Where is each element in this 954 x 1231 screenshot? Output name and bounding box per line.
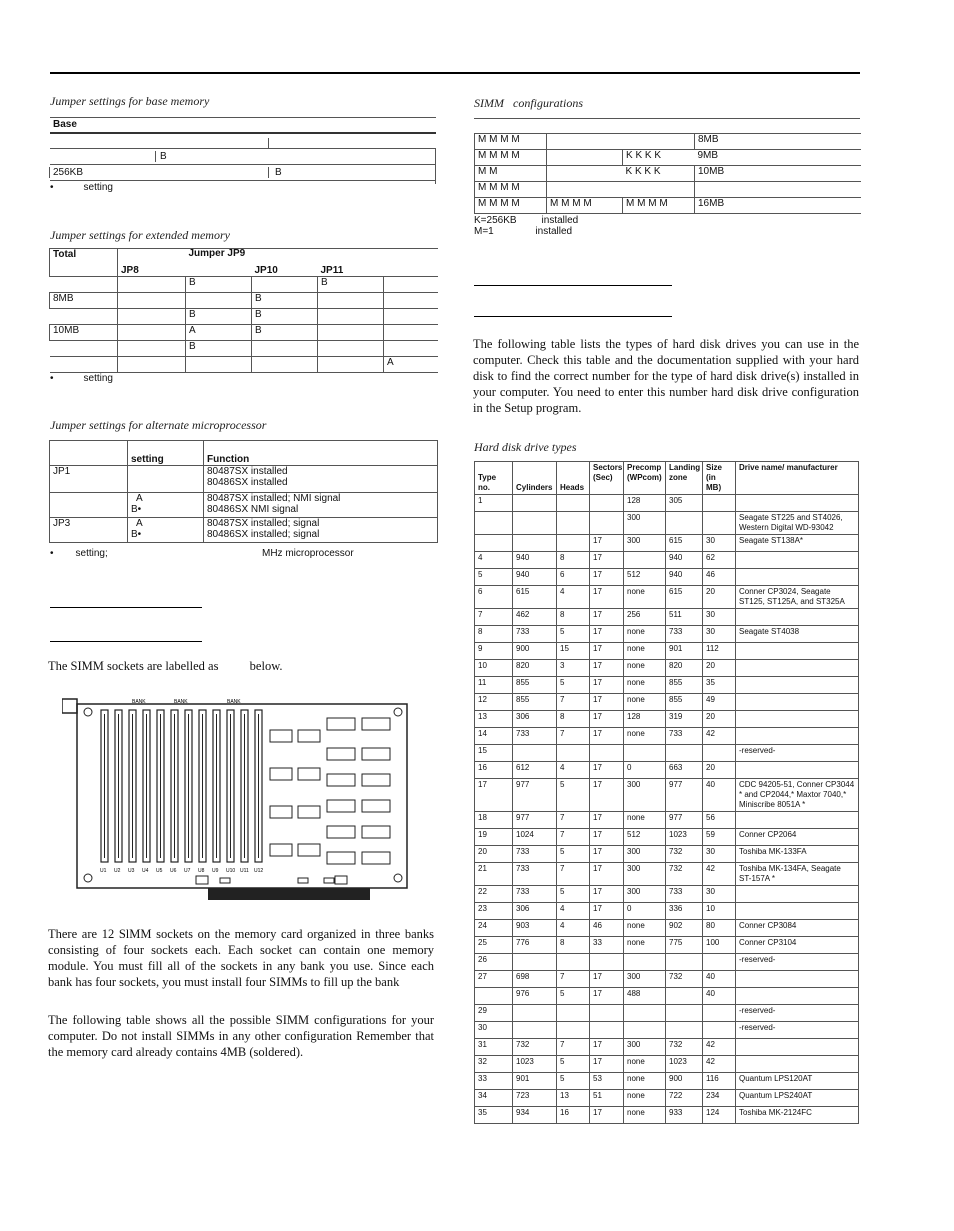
section-rule-4 bbox=[474, 316, 672, 317]
hard-disk-types-table bbox=[474, 461, 859, 1124]
hd-row: 9 900 15 17 none 901 112 bbox=[475, 643, 859, 660]
chip bbox=[270, 806, 292, 818]
chip bbox=[362, 718, 390, 730]
chip bbox=[327, 718, 355, 730]
extended-memory-table bbox=[49, 248, 438, 373]
simm-row: M M M M bbox=[475, 182, 861, 198]
section-rule-3 bbox=[474, 285, 672, 286]
simm-intro: The SIMM sockets are labelled as below. bbox=[48, 659, 283, 673]
hd-row: 33 901 5 53 none 900 116 Quantum LPS120AT bbox=[475, 1073, 859, 1090]
ext-h-jp10: JP10 bbox=[252, 249, 318, 277]
hd-row: 10 820 3 17 none 820 20 bbox=[475, 660, 859, 677]
ext-h-jp9: Jumper JP9 bbox=[186, 249, 252, 277]
bank-label: BANK bbox=[174, 699, 188, 705]
hd-row: 30 -reserved- bbox=[475, 1022, 859, 1039]
base-rule-2 bbox=[50, 164, 436, 165]
alt-row: A B• 80487SX installed; NMI signal 80486SX NMI signal bbox=[50, 493, 438, 518]
simm-socket-label: U6 bbox=[170, 868, 177, 874]
edge-connector bbox=[208, 888, 370, 900]
ext-row: B B bbox=[50, 277, 438, 293]
hd-row: 31 732 7 17 300 732 42 bbox=[475, 1039, 859, 1056]
simm-socket-label: U9 bbox=[212, 868, 219, 874]
simm-socket-label: U2 bbox=[114, 868, 121, 874]
chip bbox=[362, 774, 390, 786]
ext-row: 10MB A B bbox=[50, 325, 438, 341]
hd-row: 13 306 8 17 128 319 20 bbox=[475, 711, 859, 728]
base-memory-caption: Jumper settings for base memory bbox=[50, 94, 210, 108]
mount-hole bbox=[84, 874, 92, 882]
hd-h-drive: Drive name/ manufacturer bbox=[736, 462, 859, 495]
alt-header-row bbox=[50, 441, 438, 466]
hd-row: 1 128 305 bbox=[475, 495, 859, 512]
hd-row: 14 733 7 17 none 733 42 bbox=[475, 728, 859, 745]
simm-socket-label: U12 bbox=[254, 868, 264, 874]
hd-row: 17 300 615 30 Seagate ST138A* bbox=[475, 535, 859, 552]
hd-row: 6 615 4 17 none 615 20 Conner CP3024, Seagate ST125, ST125A, and ST325A bbox=[475, 586, 859, 609]
hd-row: 5 940 6 17 512 940 46 bbox=[475, 569, 859, 586]
hd-row: 29 -reserved- bbox=[475, 1005, 859, 1022]
ext-row: B B bbox=[50, 309, 438, 325]
ext-note-mark: • bbox=[50, 373, 54, 384]
board-bracket bbox=[62, 699, 77, 713]
simm-socket-label: U8 bbox=[198, 868, 205, 874]
simm-legend-m: M=1 installed bbox=[474, 226, 573, 237]
hd-h-landing: Landing zone bbox=[666, 462, 703, 495]
simm-socket-label: U5 bbox=[156, 868, 163, 874]
hd-row: 32 1023 5 17 none 1023 42 bbox=[475, 1056, 859, 1073]
ext-h-jp8: JP8 bbox=[118, 249, 186, 277]
hd-row: 16 612 4 17 0 663 20 bbox=[475, 762, 859, 779]
bank-label: BANK bbox=[227, 699, 241, 705]
small-part bbox=[324, 878, 334, 883]
base-rule-1 bbox=[50, 148, 436, 149]
chip bbox=[327, 852, 355, 864]
chip bbox=[362, 748, 390, 760]
alt-note: setting; bbox=[75, 548, 108, 559]
simm-row: M M M M K K K K 9MB bbox=[475, 150, 861, 166]
hd-row: 35 934 16 17 none 933 124 Toshiba MK-2124FC bbox=[475, 1107, 859, 1124]
section-rule-2 bbox=[50, 641, 202, 642]
chip bbox=[270, 768, 292, 780]
chip bbox=[270, 844, 292, 856]
chip bbox=[327, 774, 355, 786]
base-row2-cell: B bbox=[155, 151, 167, 162]
chip bbox=[298, 844, 320, 856]
chip bbox=[327, 800, 355, 812]
hd-row: 27 698 7 17 300 732 40 bbox=[475, 971, 859, 988]
hd-caption: Hard disk drive types bbox=[474, 440, 577, 454]
chip bbox=[270, 730, 292, 742]
top-rule bbox=[50, 72, 860, 74]
chip bbox=[362, 826, 390, 838]
hd-row: 300 Seagate ST225 and ST4026, Western Digital WD-93042 bbox=[475, 512, 859, 535]
alt-note-tail: MHz microprocessor bbox=[262, 548, 354, 559]
hd-row: 26 -reserved- bbox=[475, 954, 859, 971]
bank-label: BANK bbox=[132, 699, 146, 705]
chip bbox=[298, 806, 320, 818]
hd-h-type: Type no. bbox=[475, 462, 513, 495]
chip bbox=[298, 768, 320, 780]
board-outline bbox=[77, 704, 407, 888]
small-part bbox=[196, 876, 208, 884]
alt-micro-caption: Jumper settings for alternate microprocessor bbox=[50, 418, 267, 432]
hd-row: 23 306 4 17 0 336 10 bbox=[475, 903, 859, 920]
hd-row: 24 903 4 46 none 902 80 Conner CP3084 bbox=[475, 920, 859, 937]
chip bbox=[298, 730, 320, 742]
base-header-rule bbox=[50, 132, 436, 134]
chip bbox=[327, 748, 355, 760]
hd-row: 4 940 8 17 940 62 bbox=[475, 552, 859, 569]
small-part bbox=[220, 878, 230, 883]
base-table-rule bbox=[50, 117, 436, 118]
hd-row: 15 -reserved- bbox=[475, 745, 859, 762]
hd-row: 19 1024 7 17 512 1023 59 Conner CP2064 bbox=[475, 829, 859, 846]
base-rule-3 bbox=[50, 180, 436, 181]
base-tick bbox=[268, 138, 269, 148]
simm-sockets bbox=[100, 710, 263, 874]
simm-socket-label: U7 bbox=[184, 868, 191, 874]
hd-row: 20 733 5 17 300 732 30 Toshiba MK-133FA bbox=[475, 846, 859, 863]
small-part bbox=[298, 878, 308, 883]
ext-h-total: Total bbox=[50, 249, 118, 277]
mount-hole bbox=[394, 708, 402, 716]
simm-caption: SIMM configurations bbox=[474, 96, 583, 110]
simm-socket-label: U10 bbox=[226, 868, 236, 874]
base-row3-size: 256KB bbox=[49, 167, 83, 178]
simm-socket-label: U11 bbox=[240, 868, 249, 874]
ext-note: setting bbox=[83, 373, 113, 384]
alt-row: JP3 A B• 80487SX installed; signal 80486SX installed; signal bbox=[50, 518, 438, 543]
base-right-edge bbox=[435, 148, 436, 184]
hd-row: 11 855 5 17 none 855 35 bbox=[475, 677, 859, 694]
base-note: setting bbox=[83, 182, 113, 193]
alt-note-mark: • bbox=[50, 548, 54, 559]
hd-h-size: Size (in MB) bbox=[703, 462, 736, 495]
simm-row: M M K K K K 10MB bbox=[475, 166, 861, 182]
hd-row: 22 733 5 17 300 733 30 bbox=[475, 886, 859, 903]
ext-h-jp11: JP11 bbox=[318, 249, 384, 277]
hd-intro: The following table lists the types of hard disk drives you can use in the computer. Check this table and the documentation supplied with your hard disk to find the correct number for the type of hard disk drive(s) installed in your computer. You need to enter this number hard disk drive configuration in the Setup program. bbox=[473, 337, 859, 415]
hd-h-sectors: Sectors (Sec) bbox=[590, 462, 624, 495]
simm-paragraph-1: There are 12 SlMM sockets on the memory card organized in three banks consisting of four sockets each. Each socket can contain one memory module. You must fill all of the sockets in any bank you use. Since each bank has four sockets, you must install four SIMMs to fill up the bank bbox=[48, 927, 434, 989]
hd-row: 12 855 7 17 none 855 49 bbox=[475, 694, 859, 711]
base-note-mark: • bbox=[50, 182, 54, 193]
hd-h-precomp: Precomp (WPcom) bbox=[624, 462, 666, 495]
simm-socket-label: U1 bbox=[100, 868, 107, 874]
hd-row: 25 776 8 33 none 775 100 Conner CP3104 bbox=[475, 937, 859, 954]
simm-row: M M M M 8MB bbox=[475, 134, 861, 150]
chip bbox=[362, 800, 390, 812]
section-rule-1 bbox=[50, 607, 202, 608]
hd-row: 976 5 17 488 40 bbox=[475, 988, 859, 1005]
hd-row: 8 733 5 17 none 733 30 Seagate ST4038 bbox=[475, 626, 859, 643]
simm-socket-label: U3 bbox=[128, 868, 135, 874]
alt-micro-table bbox=[49, 440, 438, 543]
hd-h-cylinders: Cylinders bbox=[513, 462, 557, 495]
simm-paragraph-2: The following table shows all the possible SIMM configurations for your computer. Do not install SIMMs in any other configuration Remember that the memory card already contains 4MB (soldered). bbox=[48, 1013, 434, 1059]
chip bbox=[327, 826, 355, 838]
alt-row: JP1 80487SX installed 80486SX installed bbox=[50, 466, 438, 493]
mount-hole bbox=[84, 708, 92, 716]
small-part bbox=[335, 876, 347, 884]
alt-h-function: Function bbox=[204, 441, 438, 466]
chip bbox=[362, 852, 390, 864]
ext-row: A bbox=[50, 357, 438, 373]
hd-row: 17 977 5 17 300 977 40 CDC 94205-51, Conner CP3044 * and CP2044,* Maxtor 7040,* Miniscribe 8051A * bbox=[475, 779, 859, 812]
hd-row: 34 723 13 51 none 722 234 Quantum LPS240AT bbox=[475, 1090, 859, 1107]
hd-row: 21 733 7 17 300 732 42 Toshiba MK-134FA, Seagate ST-157A * bbox=[475, 863, 859, 886]
alt-h-setting: setting bbox=[128, 441, 204, 466]
ext-row: 8MB B bbox=[50, 293, 438, 309]
simm-row: M M M M M M M M M M M M 16MB bbox=[475, 198, 861, 214]
ext-header-row bbox=[50, 249, 438, 277]
hd-h-heads: Heads bbox=[557, 462, 590, 495]
base-row3-cell: B bbox=[268, 167, 282, 178]
extended-memory-caption: Jumper settings for extended memory bbox=[50, 228, 230, 242]
memory-board-illustration bbox=[62, 692, 412, 902]
simm-rule bbox=[474, 118, 860, 119]
simm-legend-k: K=256KB installed bbox=[474, 215, 579, 226]
hd-row: 7 462 8 17 256 511 30 bbox=[475, 609, 859, 626]
simm-socket-label: U4 bbox=[142, 868, 149, 874]
ext-row: B bbox=[50, 341, 438, 357]
hd-header-row bbox=[475, 462, 859, 495]
base-header: Base bbox=[53, 119, 77, 130]
hd-row: 18 977 7 17 none 977 56 bbox=[475, 812, 859, 829]
simm-config-table bbox=[474, 133, 861, 214]
mount-hole bbox=[394, 874, 402, 882]
